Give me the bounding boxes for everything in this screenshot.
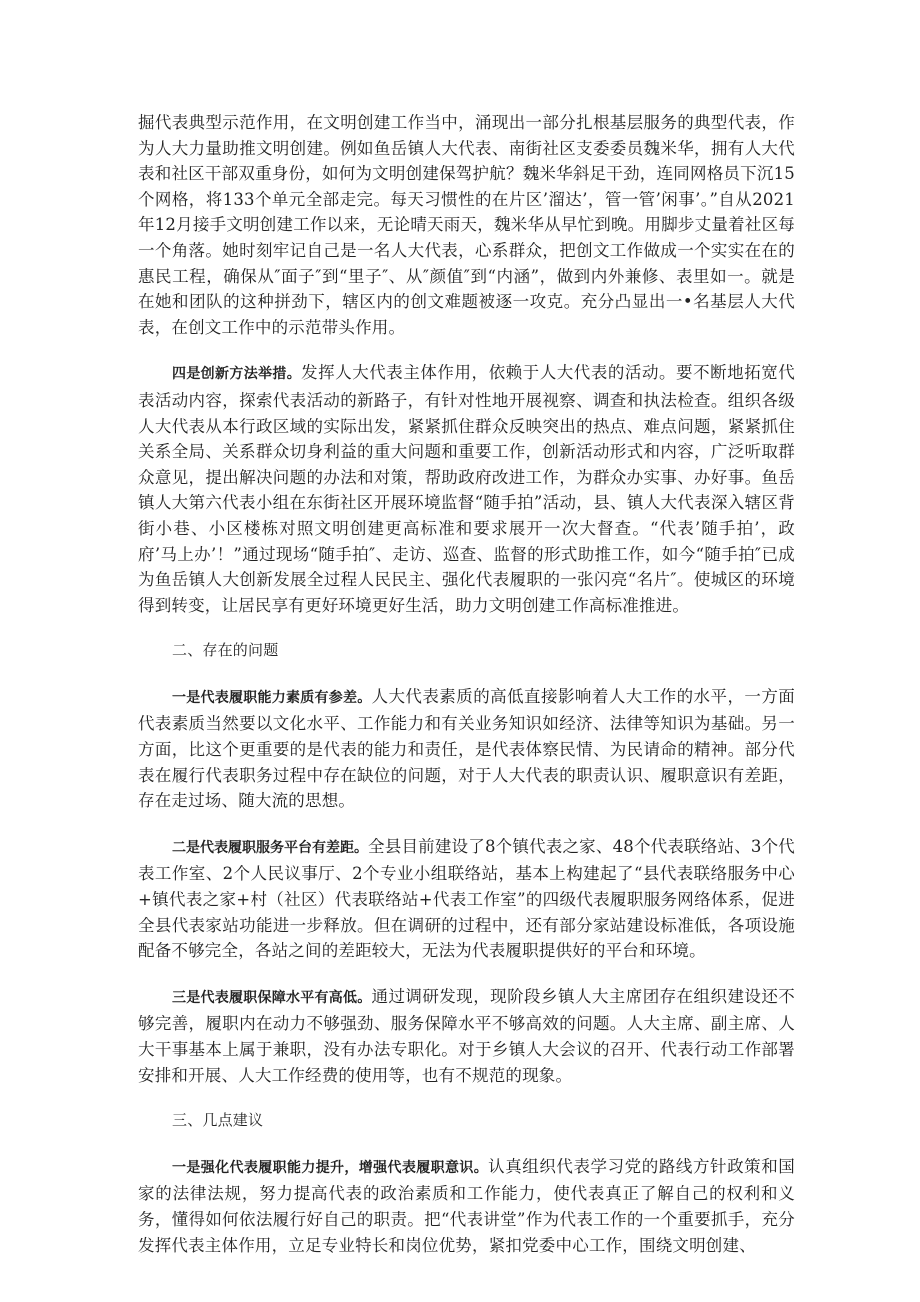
paragraph-text: 认真组织代表学习党的路线方针政策和国家的法律法规，努力提高代表的政治素质和工作能力，使代表真正了解自己的权利和义务，懂得如何依法履行好自己的职责。把“代表讲堂”作为代表工作的一个重要抓手，充分发挥代表主体作用，立足专业特长和岗位优势，紧扣党委中心工作，围绕文明创建、: [138, 1156, 795, 1255]
paragraph-lead: 三是代表履职保障水平有高低。: [172, 989, 372, 1006]
paragraph-lead: 一是强化代表履职能力提升，增强代表履职意识。: [172, 1159, 489, 1176]
paragraph-lead: 四是创新方法举措。: [172, 366, 302, 383]
paragraph-ability-quality: [138, 684, 795, 814]
paragraph-text: 发挥人大代表主体作用，依赖于人大代表的活动。要不断地拓宽代表活动内容，探索代表活动的新路子，有针对性地开展视察、调查和执法检查。组织各级人大代表从本行政区域的实际出发，紧紧抓住群众反映突出的热点、难点问题，紧紧抓住关系全局、关系群众切身利益的重大问题和重要工作，创新活动形式和内容，广泛听取群众意见，提出解决问题的办法和对策，帮助政府改进工作，为群众办实事、办好事。鱼岳镇人大第六代表小组在东街社区开展环境监督“随手拍”活动，县、镇人大代表深入辖区背街小巷、小区楼栋对照文明创建更高标准和要求展开一次大督查。“代表’随手拍’，政府’马上办’！”通过现场“随手拍″、走访、巡查、监督的形式助推工作，如今“随手拍″已成为鱼岳镇人大创新发展全过程人民民主、强化代表履职的一张闪亮“名片″。使城区的环境得到转变，让居民享有更好环境更好生活，助力文明创建工作高标准推进。: [138, 363, 795, 615]
paragraph-lead: 一是代表履职能力素质有参差。: [172, 689, 372, 706]
paragraph-guarantee-level: [138, 984, 795, 1088]
paragraph-innovation-methods: [138, 360, 795, 618]
paragraph-strengthen-ability: [138, 1154, 795, 1258]
section-heading-suggestions: 三、几点建议: [172, 1111, 264, 1130]
paragraph-text: 通过调研发现，现阶段乡镇人大主席团存在组织建设还不够完善，履职内在动力不够强劲、服务保障水平不够高效的问题。人大主席、副主席、人大干事基本上属于兼职，没有办法专职化。对于乡镇人大会议的召开、代表行动工作部署安排和开展、人大工作经费的使用等，也有不规范的现象。: [138, 986, 795, 1085]
document-page: [138, 110, 795, 1258]
paragraph-text: 全县目前建设了8个镇代表之家、48个代表联络站、3个代表工作室、2个人民议事厅、2个专业小组联络站，基本上构建起了“县代表联络服务中心+镇代表之家+村（社区）代表联络站+代表工作室”的四级代表履职服务网络体系，促进全县代表家站功能进一步释放。但在调研的过程中，还有部分家站建设标准低，各项设施配备不够完全，各站之间的差距较大，无法为代表履职提供好的平台和环境。: [138, 836, 795, 961]
paragraph-model-representative: [138, 110, 795, 340]
paragraph-lead: 二是代表履职服务平台有差距。: [172, 839, 369, 856]
paragraph-text: 人大代表素质的高低直接影响着人大工作的水平，一方面代表素质当然要以文化水平、工作能力和有关业务知识如经济、法律等知识为基础。另一方面，比这个更重要的是代表的能力和责任，是代表体察民情、为民请命的精神。部分代表在履行代表职务过程中存在缺位的问题，对于人大代表的职责认识、履职意识有差距，存在走过场、随大流的思想。: [138, 686, 795, 811]
paragraph-service-platform: [138, 834, 795, 964]
paragraph-text: 掘代表典型示范作用，在文明创建工作当中，涌现出一部分扎根基层服务的典型代表，作为人大力量助推文明创建。例如鱼岳镇人大代表、南街社区支委委员魏米华，拥有人大代表和社区干部双重身份，如何为文明创建保驾护航？魏米华斜足干劲，连同网格员下沉15个网格，将133个单元全部走完。每天习惯性的在片区’溜达’，管一管’闲事’。”自从2021年12月接手文明创建工作以来，无论晴天雨天，魏米华从早忙到晚。用脚步丈量着社区每一个角落。她时刻牢记自己是一名人大代表，心系群众，把创文工作做成一个实实在在的惠民工程，确保从″面子″到“里子″、从″颜值″到“内涵”，做到内外兼修、表里如一。就是在她和团队的这种拼劲下，辖区内的创文难题被逐一攻克。充分凸显出一•名基层人大代表，在创文工作中的示范带头作用。: [138, 113, 795, 337]
section-heading-problems: 二、存在的问题: [172, 641, 279, 660]
